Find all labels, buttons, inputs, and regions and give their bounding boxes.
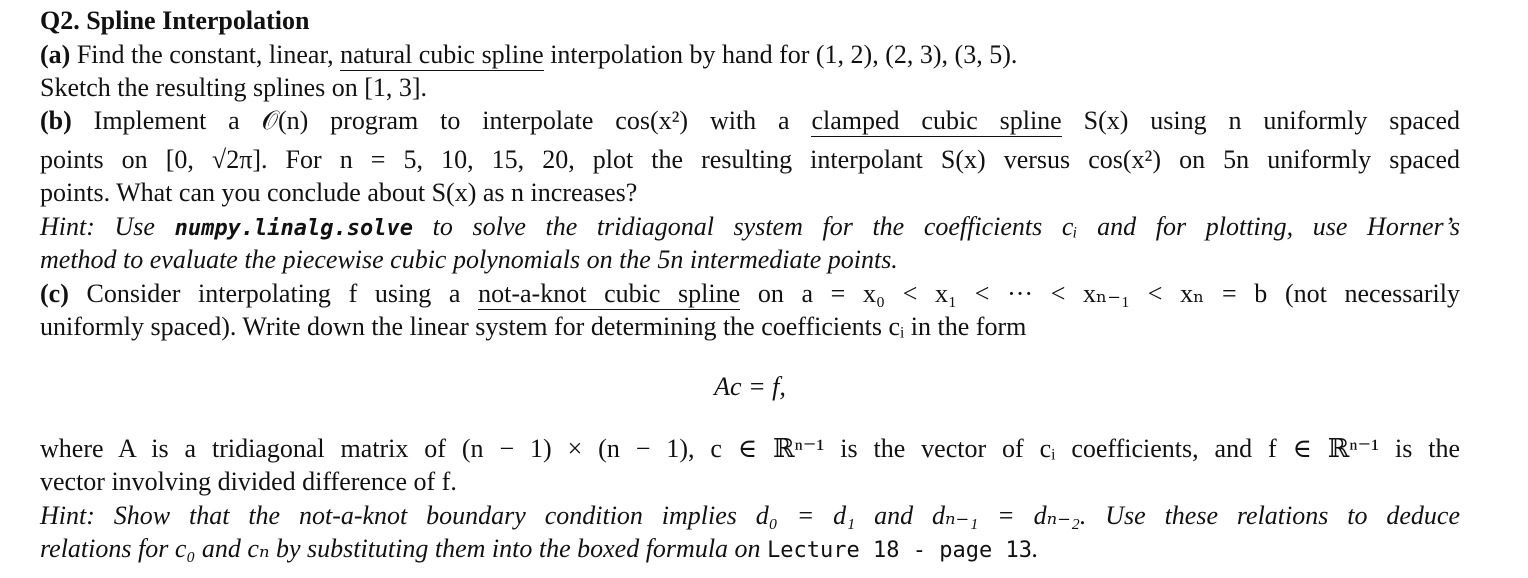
part-c-line-2: uniformly spaced). Write down the linear system for determining the coefficients cᵢ in the form (40, 312, 1027, 341)
part-b-hint-post: to solve the tridiagonal system for the coefficients cᵢ and for plotting, use Horner’s (413, 212, 1460, 241)
part-b-text-post: S(x) using n uniformly spaced (1061, 106, 1460, 135)
part-a-label: (a) (40, 40, 71, 69)
question-title: Q2. Spline Interpolation (40, 6, 310, 35)
natural-cubic-spline-link[interactable]: natural cubic spline (340, 40, 544, 69)
part-b-hint-text-2: method to evaluate the piecewise cubic polynomials on the 5n intermediate points. (40, 245, 898, 274)
part-b-hint-line-2 (40, 245, 1460, 275)
part-b-label: (b) (40, 106, 72, 135)
equation-text: Ac = f, (714, 372, 786, 401)
part-b-line-3: points. What can you conclude about S(x) as n increases? (40, 178, 638, 207)
part-c-hint-pre: relations for c₀ and cₙ by substituting them into the boxed formula on (40, 534, 768, 563)
part-a-line-2: Sketch the resulting splines on [1, 3]. (40, 73, 428, 102)
part-c-line-3: where A is a tridiagonal matrix of (n − 1) × (n − 1), c ∈ ℝⁿ⁻¹ is the vector of cᵢ coefficients, and f ∈ ℝⁿ⁻¹ is the (40, 434, 1460, 463)
part-c-label: (c) (40, 279, 69, 308)
part-b-line-1 (40, 106, 1460, 136)
part-b-hint-pre: Hint: Use (40, 212, 175, 241)
part-b-text-pre: Implement a 𝒪(n) program to interpolate cos(x²) with a (71, 106, 812, 135)
part-c-text-post: on a = x₀ < x₁ < ··· < xₙ₋₁ < xₙ = b (not necessarily (740, 279, 1461, 308)
part-c-hint-line-2 (40, 534, 1460, 566)
part-a-line-1 (40, 40, 1460, 70)
linear-system-equation (40, 372, 1460, 402)
part-c-text-pre: Consider interpolating f using a (68, 279, 479, 308)
part-c-hint-post: . (1031, 534, 1039, 563)
part-a-text-post: interpolation by hand for (1, 2), (2, 3), (3, 5). (543, 40, 1018, 69)
part-b-line-2: points on [0, √2π]. For n = 5, 10, 15, 20, plot the resulting interpolant S(x) versus cos(x²) on 5n uniformly spaced (40, 145, 1460, 174)
not-a-knot-cubic-spline-link[interactable]: not-a-knot cubic spline (478, 279, 741, 308)
part-b-hint-line-1 (40, 212, 1460, 244)
part-a-text-pre: Find the constant, linear, (70, 40, 341, 69)
part-c-hint-line-1 (40, 501, 1460, 531)
part-c-hint-text-1: Hint: Show that the not-a-knot boundary condition implies d₀ = d₁ and dₙ₋₁ = dₙ₋₂. Use these relations to deduce (40, 501, 1460, 530)
part-c-line-1 (40, 279, 1460, 309)
lecture-reference-code: Lecture 18 - page 13 (767, 538, 1032, 563)
numpy-solve-code: numpy.linalg.solve (174, 216, 413, 241)
part-c-line-4: vector involving divided difference of f. (40, 467, 457, 496)
clamped-cubic-spline-link[interactable]: clamped cubic spline (811, 106, 1062, 135)
